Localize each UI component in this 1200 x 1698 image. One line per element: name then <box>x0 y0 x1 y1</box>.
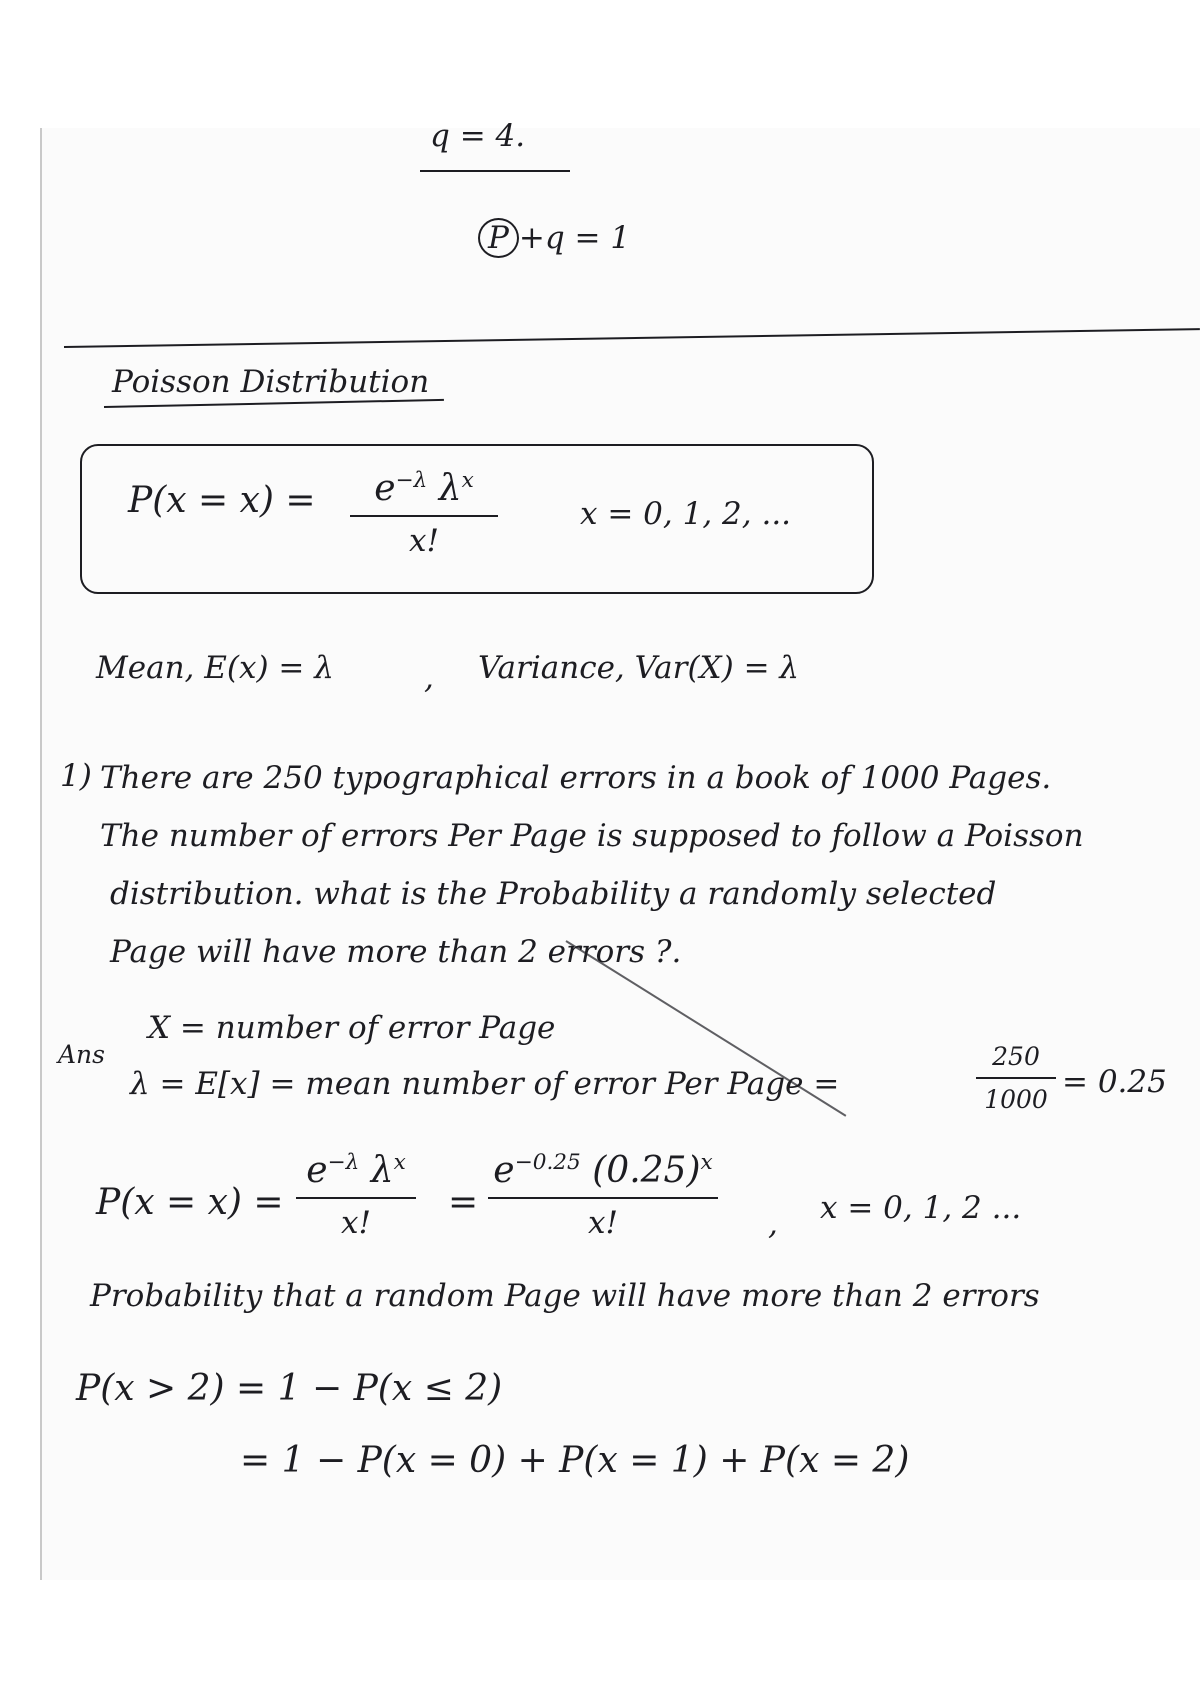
paper-edge <box>40 128 42 1580</box>
pmf-fraction <box>350 468 498 559</box>
pmf2-comma: , <box>768 1206 778 1242</box>
pmf-domain: x = 0, 1, 2, ... <box>580 496 792 532</box>
answer-result: = 0.25 <box>1062 1064 1167 1100</box>
pmf2-f2-bar <box>488 1197 718 1199</box>
section-title: Poisson Distribution <box>112 364 430 400</box>
pmf2-f1-pow: x <box>393 1150 406 1175</box>
scribble-q-equals-4: q = 4. <box>430 118 526 154</box>
answer-frac-num: 250 <box>992 1042 1040 1071</box>
pmf2-domain: x = 0, 1, 2 ... <box>820 1190 1022 1226</box>
problem-line-2: The number of errors Per Page is supposed to follow a Poisson <box>100 818 1084 854</box>
problem-number: 1) <box>60 758 92 794</box>
mean-formula: Mean, E(x) = λ <box>96 650 334 686</box>
answer-fraction <box>976 1042 1056 1114</box>
calc-line-1: P(x > 2) = 1 − P(x ≤ 2) <box>76 1368 503 1409</box>
pmf-lhs: P(x = x) = <box>128 480 316 521</box>
pmf2-fraction-1 <box>296 1150 416 1241</box>
answer-line-1: X = number of error Page <box>148 1010 556 1046</box>
scribble-p-q-rest: +q = 1 <box>518 220 631 256</box>
pmf-num-lambda: λ <box>427 468 462 509</box>
pmf2-f2-exp: −0.25 <box>514 1150 581 1175</box>
pmf-numerator <box>350 468 498 509</box>
pmf-fraction-bar <box>350 515 498 517</box>
scribble-circled-p: P <box>478 218 519 258</box>
answer-frac-den: 1000 <box>984 1085 1048 1114</box>
pmf2-f1-bar <box>296 1197 416 1199</box>
pmf2-f2-pow: x <box>700 1150 713 1175</box>
variance-formula: Variance, Var(X) = λ <box>478 650 800 686</box>
answer-line-2: λ = E[x] = mean number of error Per Page = <box>130 1066 840 1102</box>
problem-line-1: There are 250 typographical errors in a book of 1000 Pages. <box>100 760 1052 796</box>
pmf2-f2-denominator: x! <box>588 1205 618 1241</box>
problem-line-3: distribution. what is the Probability a randomly selected <box>110 876 997 912</box>
answer-frac-bar <box>976 1077 1056 1079</box>
pmf2-f1-lambda: λ <box>359 1150 394 1191</box>
pmf2-f1-e: e <box>306 1150 328 1191</box>
pmf2-equals: = <box>448 1182 479 1223</box>
scribble-underline <box>420 170 570 172</box>
paper-sheet <box>40 128 1200 1580</box>
scribble-p-plus-q <box>478 218 630 258</box>
calc-line-2: = 1 − P(x = 0) + P(x = 1) + P(x = 2) <box>240 1440 910 1481</box>
pmf2-fraction-2 <box>488 1150 718 1241</box>
mean-variance-separator: , <box>424 660 434 696</box>
pmf2-f2-numerator <box>488 1150 718 1191</box>
pmf2-f2-e: e <box>493 1150 515 1191</box>
pmf-num-e: e <box>374 468 396 509</box>
probability-statement: Probability that a random Page will have more than 2 errors <box>90 1278 1040 1314</box>
pmf2-f1-denominator: x! <box>341 1205 371 1241</box>
problem-line-4: Page will have more than 2 errors ?. <box>110 934 682 970</box>
pmf-num-exp: −λ <box>395 468 428 493</box>
pmf2-f1-numerator <box>296 1150 416 1191</box>
pmf2-f1-exp: −λ <box>327 1150 360 1175</box>
pmf-num-pow: x <box>461 468 474 493</box>
pmf2-lhs: P(x = x) = <box>96 1182 284 1223</box>
pmf2-f2-base: (0.25) <box>592 1150 701 1191</box>
pmf-denominator: x! <box>409 523 439 559</box>
answer-label: Ans <box>58 1040 105 1069</box>
